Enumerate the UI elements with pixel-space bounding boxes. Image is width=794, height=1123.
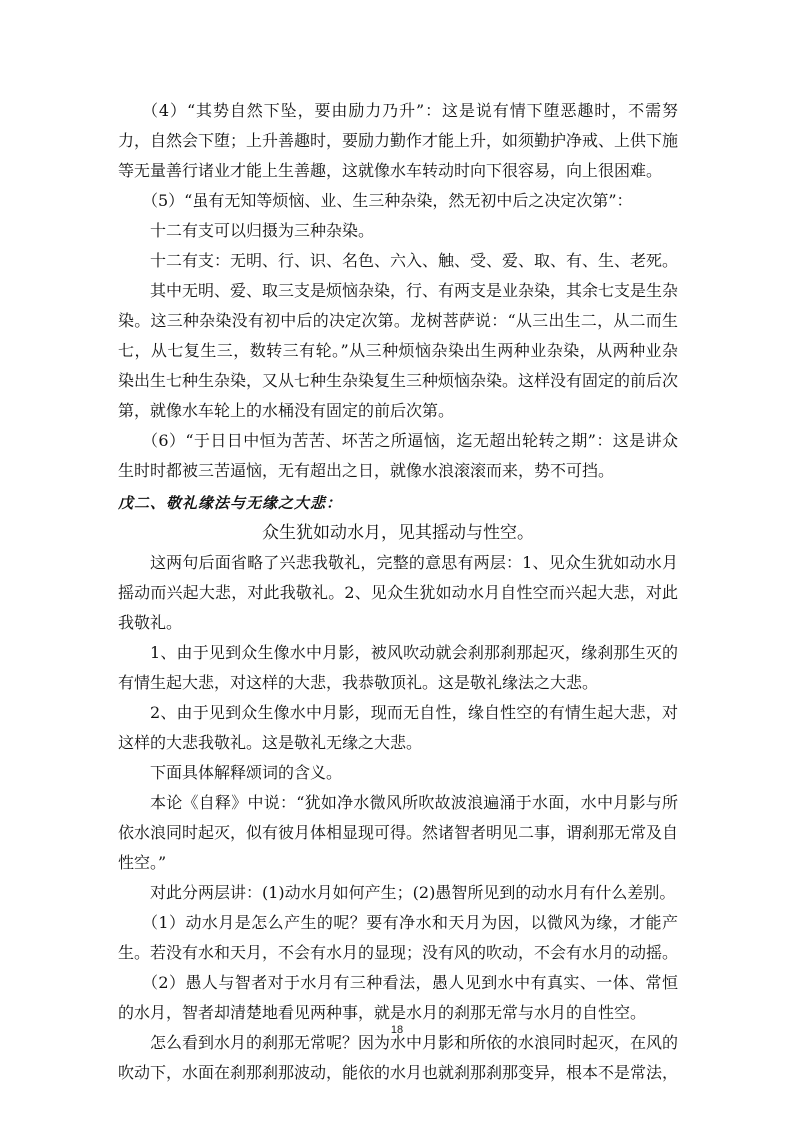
paragraph-auto-commentary: 本论《自释》中说：“犹如净水微风所吹故波浪遍涌于水面，水中月影与所依水浪同时起灭，似有彼月体相显现可得。然诸智者明见二事，谓刹那无常及自性空。” (118, 793, 679, 872)
paragraph-4: （4）“其势自然下坠，要由励力乃升”：这是说有情下堕恶趣时，不需努力，自然会下堕；上升善趣时，要励力勤作才能上升，如须勤护净戒、上供下施等无量善行诸业才能上生善趣，这就像水车转动时向下很容易，向上很困难。 (118, 101, 679, 180)
paragraph-explain: 下面具体解释颂词的含义。 (150, 763, 343, 782)
paragraph-impermanence: 怎么看到水月的刹那无常呢？因为水中月影和所依的水浪同时起灭，在风的吹动下，水面在刹那刹那波动，能依的水月也就刹那刹那变异，根本不是常法， (118, 1033, 679, 1082)
paragraph-three-defilements: 其中无明、爱、取三支是烦恼杂染，行、有两支是业杂染，其余七支是生杂染。这三种杂染没有初中后的决定次第。龙树菩萨说：“从三出生二，从二而生七，从七复生三，数转三有轮。”从三种烦恼杂染出生两种业杂染，从两种业杂染出生七种生杂染，又从七种生杂染复生三种烦恼杂染。这样没有固定的前后次第，就像水车轮上的水桶没有固定的前后次第。 (118, 281, 679, 420)
document-body (118, 96, 678, 1088)
paragraph-twelve-links: 十二有支可以归摄为三种杂染。 (150, 221, 375, 240)
section-heading: 戊二、敬礼缘法与无缘之大悲： (118, 494, 343, 512)
paragraph-5: （5）“虽有无知等烦恼、业、生三种杂染，然无初中后之决定次第”： (142, 191, 633, 210)
paragraph-layer-2: 2、由于见到众生像水中月影，现而无自性，缘自性空的有情生起大悲，对这样的大悲我敬礼。这是敬礼无缘之大悲。 (118, 703, 678, 752)
paragraph-part-2: （2）愚人与智者对于水月有三种看法，愚人见到水中有真实、一体、常恒的水月，智者却清楚地看见两种事，就是水月的刹那无常与水月的自性空。 (118, 973, 678, 1022)
paragraph-layer-1: 1、由于见到众生像水中月影，被风吹动就会刹那刹那起灭，缘刹那生灭的有情生起大悲，对这样的大悲，我恭敬顶礼。这是敬礼缘法之大悲。 (118, 643, 678, 692)
paragraph-6: （6）“于日日中恒为苦苦、坏苦之所逼恼，迄无超出轮转之期”：这是讲众生时时都被三苦逼恼，无有超出之日，就像水浪滚滚而来，势不可挡。 (118, 431, 678, 480)
page-number: 18 (390, 1024, 404, 1036)
paragraph-two-layers: 这两句后面省略了兴悲我敬礼，完整的意思有两层：1、见众生犹如动水月摇动而兴起大悲，对此我敬礼。2、见众生犹如动水月自性空而兴起大悲，对此我敬礼。 (118, 553, 678, 632)
verse-line: 众生犹如动水月，见其摇动与性空。 (262, 523, 534, 543)
paragraph-part-1: （1）动水月是怎么产生的呢？要有净水和天月为因，以微风为缘，才能产生。若没有水和天月，不会有水月的显现；没有风的吹动，不会有水月的动摇。 (118, 913, 679, 962)
paragraph-twelve-links-list: 十二有支：无明、行、识、名色、六入、触、受、爱、取、有、生、老死。 (150, 251, 679, 270)
paragraph-two-parts: 对此分两层讲：(1)动水月如何产生；(2)愚智所见到的动水月有什么差别。 (150, 883, 676, 902)
